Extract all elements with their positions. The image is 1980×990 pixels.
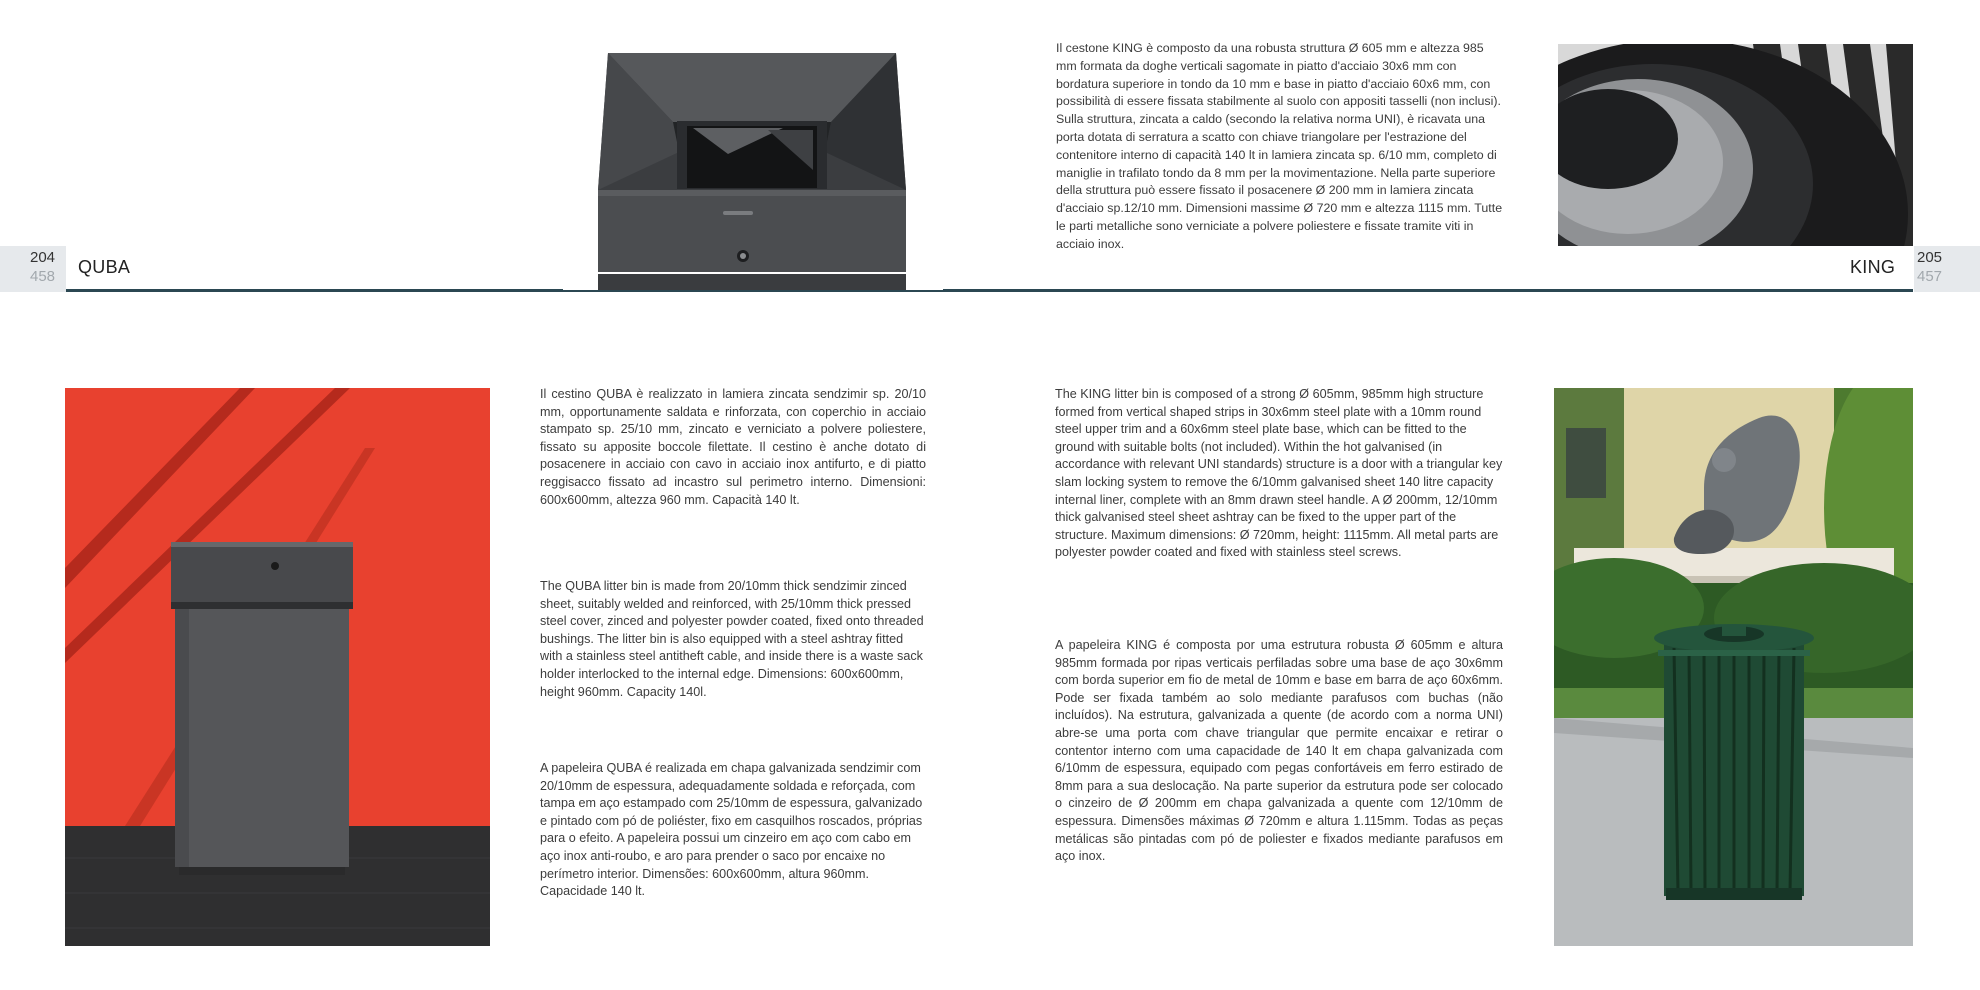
right-page-number-alt: 457 — [1917, 268, 1943, 285]
quba-text-portuguese: A papeleira QUBA é realizada em chapa galvanizada sendzimir com 20/10mm de espessura, adequadamente soldada e reforçada, com tampa em aço estampado com 25/10mm de espessura, galvanizado e pintado com pó de poliéster, fixo em casquilhos roscados, próprias para o efeito. A papeleira possui um cinzeiro em aço com cabo em aço inox anti-roubo, e aro para prender o saco por encaixe no perímetro interior. Dimensões: 600x600mm, altura 960mm. Capacidade 140 lt. — [540, 761, 923, 899]
quba-text-english: The QUBA litter bin is made from 20/10mm thick sendzimir zinced sheet, suitably welded and reinforced, with 25/10mm thick pressed steel cover, zinced and polyester powder coated, fixed onto threaded bushings. The litter bin is also equipped with a steel ashtray fitted with a stainless steel antitheft cable, and inside there is a waste sack holder interlocked to the internal edge. Dimensions: 600x600mm, height 960mm. Capacity 140l. — [540, 579, 924, 699]
quba-top-view-photo — [563, 44, 943, 290]
header-rule — [66, 289, 1913, 292]
king-text-english: The KING litter bin is composed of a strong Ø 605mm, 985mm high structure formed from vertical shaped strips in 30x6mm steel plate with a 10mm round steel upper trim and a 60x6mm steel plate base, which can be fitted to the ground with suitable bolts (not included). Within the hot galvanised (in accordance with relevant UNI standards) structure is a door with a triangular key slam locking system to remove the 6/10mm galvanised sheet 140 litre capacity internal liner, complete with an 8mm drawn steel handle. A Ø 200mm, 12/10mm thick galvanised steel sheet ashtray can be fixed to the upper part of the structure. Maximum dimensions: Ø 720mm, height: 1115mm. All metal parts are polyester powder coated and fixed with stainless steel screws. — [1055, 387, 1503, 560]
king-text-italian: Il cestone KING è composto da una robusta struttura Ø 605 mm e altezza 985 mm formata da doghe verticali sagomate in piatto d'acciaio 30x6 mm con bordatura superiore in tondo da 10 mm e base in piatto d'acciaio 60x6 mm, con possibilità di essere fissata stabilmente al suolo con appositi tasselli (non inclusi). Sulla struttura, zincata a caldo (secondo la relativa norma UNI), è ricavata una porta dotata di serratura a scatto con chiave triangolare per l'estrazione del contenitore interno di capacità 140 lt in lamiera zincata sp. 6/10 mm, completo di maniglie in trafilato tondo da 8 mm per la movimentazione. Nella parte superiore della struttura può essere fissato il posacenere Ø 200 mm in lamiera zincata d'acciaio sp.12/10 mm. Dimensioni massime Ø 720 mm e altezza 1115 mm. Tutte le parti metalliche sono verniciate a polvere poliestere e fissate tramite viti in acciaio inox. — [1056, 41, 1503, 251]
quba-bin-photo — [65, 388, 490, 946]
left-page-number-alt: 458 — [30, 268, 56, 285]
king-section-title: KING — [1850, 257, 1896, 277]
quba-text-italian: Il cestino QUBA è realizzato in lamiera zincata sendzimir sp. 20/10 mm, opportunamente saldata e rinforzata, con coperchio in acciaio stampato sp. 25/10 mm, zincato e verniciato a polvere poliestere, fissato su apposite boccole filettate. Il cestino è anche dotato di posacenere in acciaio con cavo in acciaio inox antifurto, e di piatto reggisacco fissato ad incastro sul perimetro interno. Dimensioni: 600x600mm, altezza 960 mm. Capacità 140 lt. — [540, 387, 926, 507]
king-text-portuguese: A papeleira KING é composta por uma estrutura robusta Ø 605mm e altura 985mm formada por ripas verticais perfiladas sobre uma base de aço 30x6mm com borda superior em fio de metal de 10mm e base em barra de aço 60x6mm. Pode ser fixada também ao solo mediante parafusos com buchas (não incluídos). Na estrutura, galvanizada a quente (de acordo com a norma UNI) abre-se uma porta com chave triangular que permite encaixar e retirar o contentor interno com uma capacidade de 140 lt em chapa galvanizada com 6/10mm de espessura, equipado com pegas confortáveis em ferro estirado de 8mm para a sua deslocação. Na parte superior da estrutura pode ser colocado o cinzeiro de Ø 200mm em chapa galvanizada a quente com 12/10mm de espessura. Dimensões máximas Ø 720mm e altura 1.115mm. Todas as peças metálicas são pintadas com pó de poliester e fixados mediante parafusos em aço inox. — [1055, 638, 1503, 864]
right-page-number: 205 — [1917, 249, 1943, 266]
quba-section-title: QUBA — [78, 257, 131, 277]
king-detail-photo — [1558, 44, 1913, 246]
left-page-number: 204 — [30, 249, 56, 266]
king-bin-park-photo — [1554, 388, 1913, 946]
